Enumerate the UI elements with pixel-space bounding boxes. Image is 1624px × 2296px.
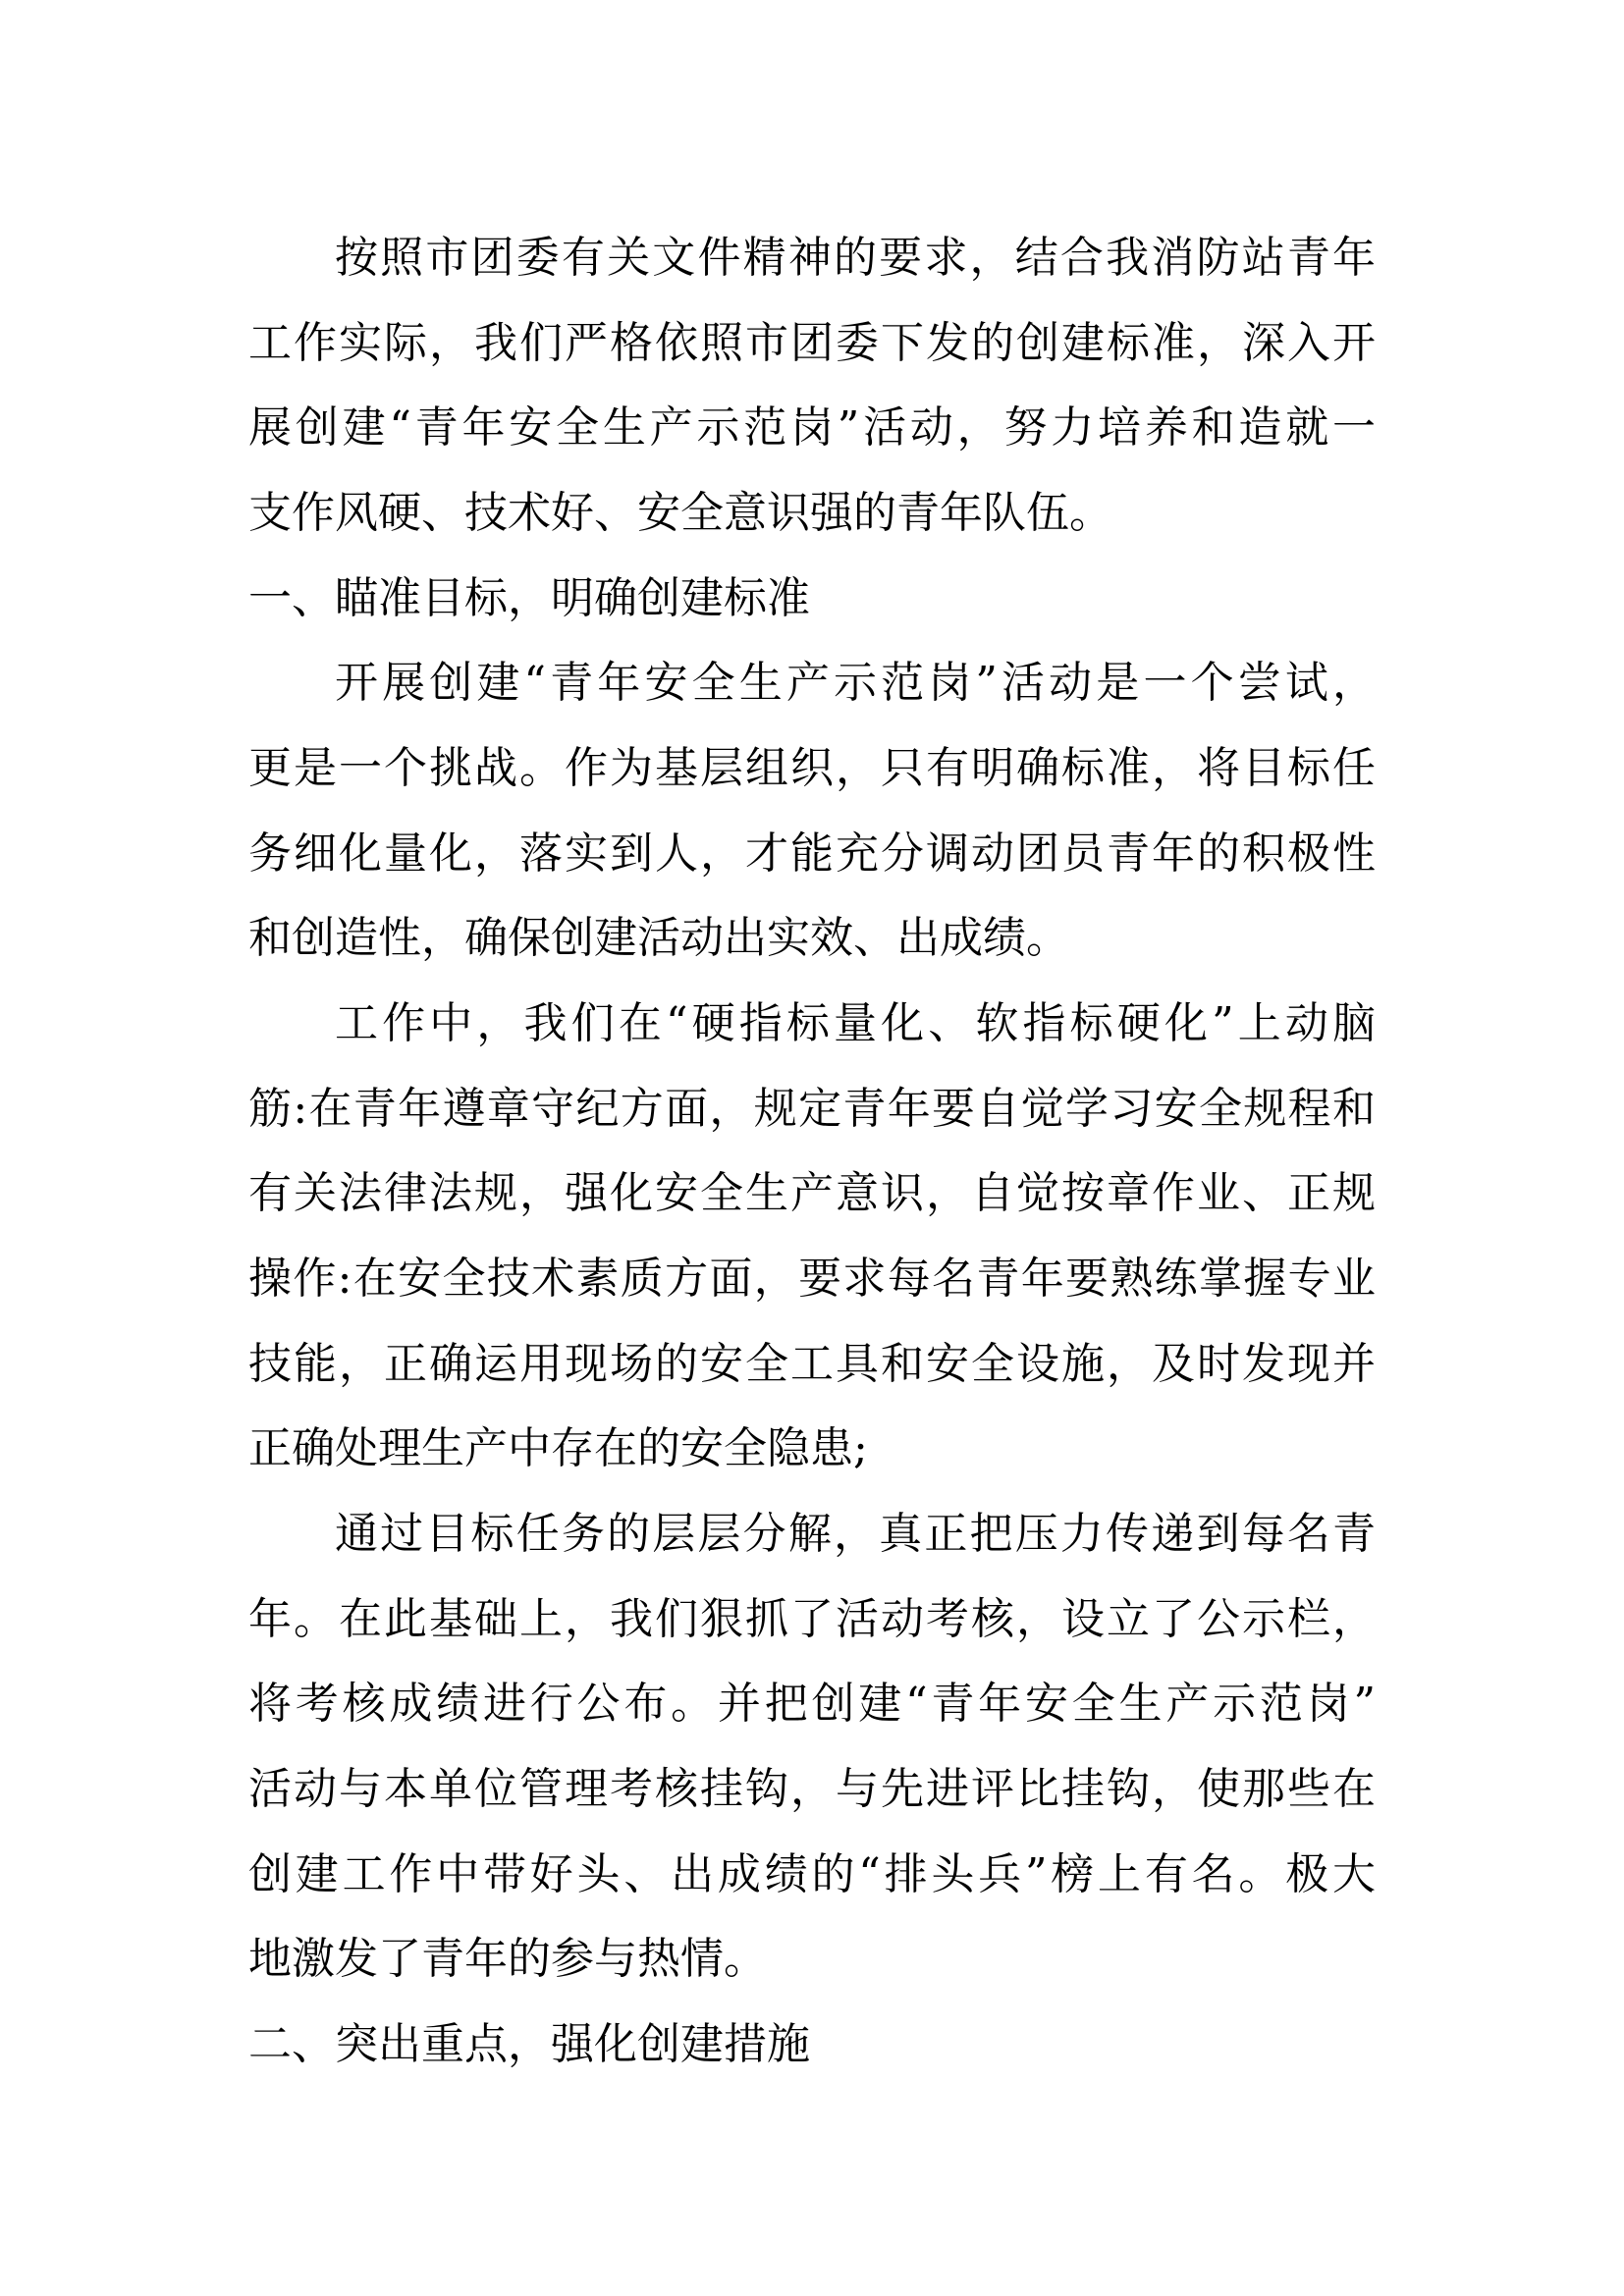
paragraph-4-line-3: 将考核成绩进行公布。并把创建“青年安全生产示范岗” [248,1679,1376,1729]
paragraph-3-line-1: 工作中，我们在“硬指标量化、软指标硬化”上动脑 [335,998,1376,1048]
paragraph-3-line-2: 筋:在青年遵章守纪方面，规定青年要自觉学习安全规程和 [248,1084,1376,1134]
section-heading-1: 一、瞄准目标，明确创建标准 [248,573,810,623]
paragraph-1-line-4: 支作风硬、技术好、安全意识强的青年队伍。 [248,488,1112,538]
paragraph-3-line-5: 技能，正确运用现场的安全工具和安全设施，及时发现并 [248,1339,1376,1389]
paragraph-4-line-4: 活动与本单位管理考核挂钩，与先进评比挂钩，使那些在 [248,1764,1376,1814]
paragraph-2-line-4: 和创造性，确保创建活动出实效、出成绩。 [248,913,1069,963]
paragraph-1-line-1: 按照市团委有关文件精神的要求，结合我消防站青年 [335,233,1376,283]
paragraph-3-line-3: 有关法律法规，强化安全生产意识，自觉按章作业、正规 [248,1168,1376,1218]
paragraph-1-line-3: 展创建“青年安全生产示范岗”活动，努力培养和造就一 [248,402,1376,453]
paragraph-4-line-1: 通过目标任务的层层分解，真正把压力传递到每名青 [335,1509,1376,1559]
paragraph-3-line-4: 操作:在安全技术素质方面，要求每名青年要熟练掌握专业 [248,1254,1376,1304]
paragraph-3-line-6: 正确处理生产中存在的安全隐患; [248,1423,868,1473]
paragraph-2-line-2: 更是一个挑战。作为基层组织，只有明确标准，将目标任 [248,743,1376,793]
paragraph-4-line-6: 地激发了青年的参与热情。 [248,1934,767,1984]
paragraph-4-line-5: 创建工作中带好头、出成绩的“排头兵”榜上有名。极大 [248,1849,1376,1899]
paragraph-2-line-1: 开展创建“青年安全生产示范岗”活动是一个尝试， [335,658,1376,708]
paragraph-1-line-2: 工作实际，我们严格依照市团委下发的创建标准，深入开 [248,318,1376,368]
section-heading-2: 二、突出重点，强化创建措施 [248,2019,810,2069]
paragraph-4-line-2: 年。在此基础上，我们狠抓了活动考核，设立了公示栏， [248,1594,1376,1644]
paragraph-2-line-3: 务细化量化，落实到人，才能充分调动团员青年的积极性 [248,828,1376,879]
